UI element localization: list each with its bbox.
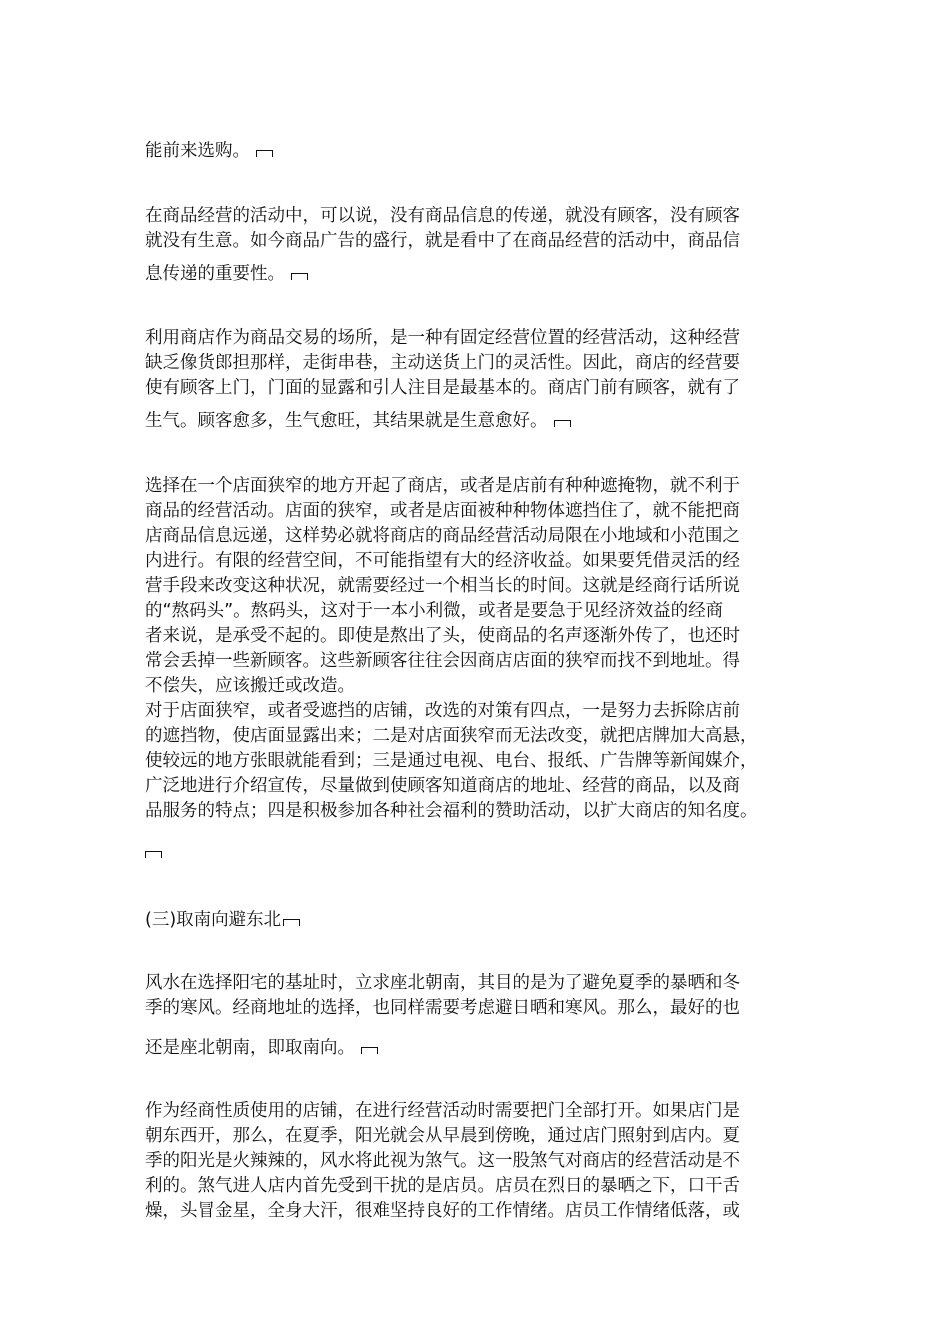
text-line: 品服务的特点；四是积极参加各种社会福利的赞助活动，以扩大商店的知名度。 [145,801,758,821]
text-line: 还是座北朝南，即取南向。 [145,1036,378,1061]
paragraph-4 [145,474,740,699]
text-line: 者来说，是承受不起的。即使是熬出了头，使商品的名声逐渐外传了，也还时 [145,626,740,646]
paragraph-3-end [145,409,571,434]
paragraph-5 [145,699,758,824]
text-line: 商品的经营活动。店面的狭窄，或者是店面被种种物体遮挡住了，就不能把商 [145,501,740,521]
paragraph-mark-icon [291,273,308,280]
text-line: 店商品信息远递，这样势必就将商店的商品经营活动局限在小地域和小范围之 [145,526,740,546]
text-line: 内进行。有限的经营空间，不可能指望有大的经济收益。如果要凭借灵活的经 [145,551,740,571]
paragraph-mark-icon [283,919,300,926]
paragraph-1 [145,139,273,164]
paragraph-mark-icon [554,420,571,427]
text-line: 的“熬码头”。熬码头，这对于一本小利微，或者是要急于见经济效益的经商 [145,601,724,621]
text-line: 不偿失，应该搬迁或改造。 [145,676,355,696]
text-line: 利用商店作为商品交易的场所，是一种有固定经营位置的经营活动，这种经营 [145,328,740,348]
paragraph-mark-icon [145,851,162,858]
text-line: 生气。顾客愈多，生气愈旺，其结果就是生意愈好。 [145,409,571,434]
paragraph-3 [145,326,740,401]
text-line: 利的。煞气进人店内首先受到干扰的是店员。店员在烈日的暴晒之下，口干舌 [145,1176,740,1196]
heading-line: (三)取南向避东北 [145,908,300,933]
text-line: 的遮挡物，使店面显露出来；二是对店面狭窄而无法改变，就把店牌加大高悬， [145,726,758,746]
text-line: 燥，头冒金星，全身大汗，很难坚持良好的工作情绪。店员工作情绪低落，或 [145,1201,740,1221]
text-line: 对于店面狭窄，或者受遮挡的店铺，改选的对策有四点，一是努力去拆除店前 [145,701,740,721]
text-line: 广泛地进行介绍宣传，尽量做到使顾客知道商店的地址、经营的商品，以及商 [145,776,740,796]
text-line [145,840,162,865]
text-line: 朝东西开，那么，在夏季，阳光就会从早晨到傍晚，通过店门照射到店内。夏 [145,1126,740,1146]
text-line: 营手段来改变这种状况，就需要经过一个相当长的时间。这就是经商行话所说 [145,576,740,596]
paragraph-7 [145,971,740,1021]
text-line: 风水在选择阳宅的基址时，立求座北朝南，其目的是为了避免夏季的暴晒和冬 [145,973,740,993]
paragraph-2 [145,204,740,254]
section-heading [145,908,300,933]
text-line: 能前来选购。 [145,139,273,164]
paragraph-2-end [145,262,308,287]
paragraph-7-end [145,1036,378,1061]
paragraph-5-end [145,840,162,865]
text-line: 在商品经营的活动中，可以说，没有商品信息的传递，就没有顾客，没有顾客 [145,206,740,226]
text-line: 季的阳光是火辣辣的，风水将此视为煞气。这一股煞气对商店的经营活动是不 [145,1151,740,1171]
text-line: 常会丢掉一些新顾客。这些新顾客往往会因商店店面的狭窄而找不到地址。得 [145,651,740,671]
text-line: 就没有生意。如今商品广告的盛行，就是看中了在商品经营的活动中，商品信 [145,231,740,251]
text-line: 选择在一个店面狭窄的地方开起了商店，或者是店前有种种遮掩物，就不利于 [145,476,740,496]
paragraph-mark-icon [361,1047,378,1054]
text-line: 缺乏像货郎担那样，走街串巷，主动送货上门的灵活性。因此，商店的经营要 [145,353,740,373]
text-line: 息传递的重要性。 [145,262,308,287]
text-line: 使较远的地方张眼就能看到；三是通过电视、电台、报纸、广告牌等新闻媒介， [145,751,758,771]
paragraph-mark-icon [256,150,273,157]
text-line: 季的寒风。经商地址的选择，也同样需要考虑避日晒和寒风。那么，最好的也 [145,998,740,1018]
text-line: 使有顾客上门，门面的显露和引人注目是最基本的。商店门前有顾客，就有了 [145,378,740,398]
paragraph-8 [145,1099,740,1224]
text-line: 作为经商性质使用的店铺，在进行经营活动时需要把门全部打开。如果店门是 [145,1101,740,1121]
